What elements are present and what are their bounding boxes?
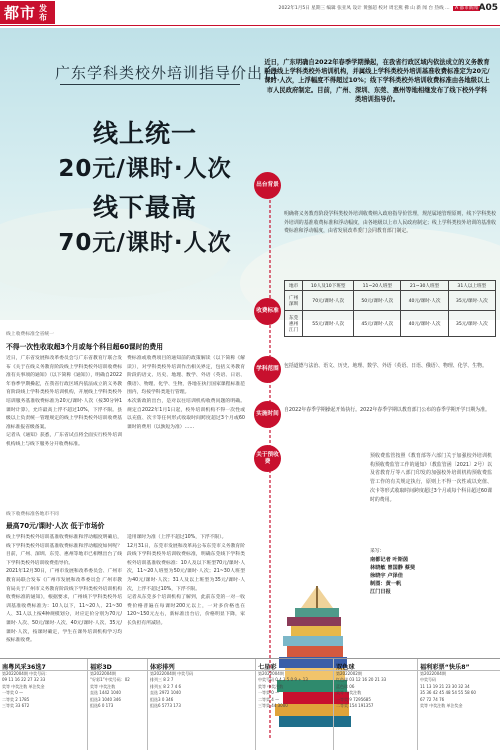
fee-cell: 45元/课时·人次 [354, 311, 401, 337]
lottery-row: 二等奖 2 1785 [2, 696, 30, 702]
badge-effective-time: 实施时间 [254, 401, 281, 428]
credit-reporters-3: 徐晓宇 卢泽佳 [370, 573, 403, 579]
fee-cell: 70元/课时·人次 [303, 291, 354, 311]
section-1-kicker: 线上收费标准全省统一 [6, 332, 54, 337]
credit-graphics: 制图：黄一帆 [370, 581, 402, 587]
lottery-row: 组选6 5773 173 [150, 703, 181, 709]
headline-line-4: 70元/课时·人次 [58, 230, 232, 256]
lottery-row: 二等奖 154 191357 [336, 703, 374, 709]
lottery-row: 一等奖 0 — [2, 690, 24, 696]
lottery-row: 第2022004期 [420, 671, 446, 676]
page-number: A05 [478, 3, 498, 13]
fee-cell: 40元/课时·人次 [401, 291, 448, 311]
lottery-box [418, 659, 500, 750]
lottery-title: 双色球 [334, 659, 417, 671]
lottery-title: 体彩排列 [148, 659, 255, 671]
brand-name: 都市 [4, 4, 37, 22]
fee-header-tier-2: 11~20人班型 [354, 281, 401, 291]
lottery-row: 蓝色球 06 [336, 683, 355, 689]
issue-meta [279, 5, 480, 11]
fee-header-tier-1: 10人及10下班型 [303, 281, 354, 291]
lottery-row: 奖等 中奖注数 [90, 683, 116, 689]
fee-cell: 35元/课时·人次 [448, 291, 495, 311]
lottery-row: 排列三 8 2 7 [150, 677, 174, 683]
lottery-row: 三等奖 44 3000 [258, 703, 288, 709]
lottery-row: 红色球 03 12 16 20 21 33 [336, 677, 387, 683]
lottery-row: 第2022004期 [258, 671, 284, 676]
time-text: 自2022年春季学期操起开始执行。2022年春季学期以教育部门公布的春季学期开学日期为准。 [284, 407, 490, 413]
edition-badge: A 都市新闻 [455, 6, 478, 11]
lottery-row: 直选 1442 1040 [90, 690, 121, 696]
lottery-row: 组选3 0 346 [150, 696, 174, 702]
lottery-row: 67 72 74 76 [420, 696, 445, 702]
headline-line-3: 线下最高 [92, 193, 197, 222]
section-brand [0, 1, 55, 24]
issue-meta-tail: 佛 山 新 闻 台 热线 ... [404, 6, 450, 11]
issue-date: 2022年1月5日 星期三 编辑 张亚凤 设计 黄强超 校对 周宏燕 [278, 6, 403, 11]
badge-subject-scope: 学科范围 [254, 356, 281, 383]
lottery-box [0, 659, 88, 750]
lottery-row: 组选3 1040 346 [90, 696, 121, 702]
fee-cell: 35元/课时·人次 [448, 311, 495, 337]
credit-label: 采写： [370, 549, 385, 554]
lottery-box [334, 659, 418, 750]
section-2-column-2: 适用课时为准（上浮不超过10%，下浮不限）。 12月31日，东莞市发展和改革局公布东莞市义务教育阶段线下学科类校外培训收费标准，明确东莞线下学科类校外培训基准收费标准：10人及以下班型70元/课时·人次，11~20人班型为50元/课时·人次；21~30人班型为40元/课时·人次；31人及以上班型为35元/课时·人次，上浮不超过10%，下浮不限。 记者从东莞多个培训机构了解到，此前东莞的一对一收费价格普遍在每课时200元以上，一对多价格也在120~150元左右，新标准出台后，价格明显下降，家长负担有所减轻。 [127, 535, 245, 626]
lottery-row: 奖等 中奖注数 [336, 690, 362, 696]
section-1-column-2: 费标准或收费项目的通知前的政策解读（以下简称《解读》），对学科类校外培训作出相关界定，包括义务教育阶段的语文、历史、地理、数学、外语（英语、日语、俄语）、物理、化学、生物，各地在执行国家课程标准范围内，均按学科类进行管理。 本次新政的出台，是对以往培训机构收费问题的明确。规定自2022年1月1日起，校外培训机构不得一次性或以充值、次卡等任何形式收取时间跨度超过3个月或60课时的费用（以孰短为准）…… [127, 356, 245, 430]
badge-prepayment: 关于预收费 [254, 445, 281, 472]
lottery-row: 奖等 中奖注数 [258, 683, 284, 689]
fee-cell-city: 广州 深圳 [285, 291, 303, 311]
table-row [285, 291, 496, 311]
lottery-row: 三等奖 33 672 [2, 703, 30, 709]
table-row [285, 311, 496, 337]
section-2-column-1: 线上学科类校外培训基准收费标准和浮动幅度明确后，线下学科类校外培训基准收费标准和浮动幅度如何呢？目前，广州、深圳、东莞、惠州等地市已相继出台了线下学科类校外培训收费指导价。 2021年12月30日，广州市发展和改革委员会、广州市教育局联合发布《广州市发展和改革委员会 广州市教育局关于广州市义务教育阶段线下学科类校外培训机构收费标准的通知》，根据要求，广州线下学科类校外培训基准收费标准为：10人以下，11~20人、21~30人、31人以上按4种规模划分，对应定价分别为70元/课时·人次、50元/课时·人次、40元/课时·人次、35元/课时·人次，按课时确定，学生在课外培训机构学习均按标准收费。 [6, 535, 122, 644]
fee-cell-city: 东莞 惠州 江门 [285, 311, 303, 337]
credit-source: 江门日报 [370, 589, 391, 595]
lottery-row: 一等奖 9 7295685 [336, 696, 371, 702]
fee-header-city: 地市 [285, 281, 303, 291]
fee-cell: 55元/课时·人次 [303, 311, 354, 337]
headline-line-1: 线上统一 [92, 119, 197, 148]
badge-fee-standard: 收费标准 [254, 298, 281, 325]
brand-sub: 发布 [39, 3, 48, 22]
fee-cell: 50元/课时·人次 [354, 291, 401, 311]
lottery-row: 二等奖 4 — [258, 696, 280, 702]
lottery-row: 09 11 16 22 27 32 33 [2, 677, 46, 683]
fee-header-tier-4: 31人以上班型 [448, 281, 495, 291]
credits [370, 548, 490, 596]
lottery-title: 七星彩 [256, 659, 333, 671]
fee-table [284, 280, 496, 337]
fee-header-tier-3: 21~30人班型 [401, 281, 448, 291]
lottery-box [88, 659, 148, 750]
lottery-title: 南粤风采36选7 [0, 659, 87, 671]
hero-kicker: 广东学科类校外培训指导价出台 [55, 64, 280, 82]
scope-text: 包括道德与法治、语文、历史、地理、数学、外语（英语、日语、俄语）、物理、化学、生物。 [284, 363, 487, 369]
lottery-row: 35 36 42 45 48 54 55 58 60 [420, 690, 476, 696]
kicker-underline [60, 84, 240, 85]
lottery-results-strip [0, 658, 500, 750]
background-text: 明确将义务教育阶段学科类校外培训收费纳入政府指导价管理，规范属地管理原则，线下学科类校外培训的基准收费标准和浮动幅度，由各地级以上市人民政府制定；线上学科类校外培训的基准收费标准和浮动幅度，由省发展改革委门会同教育部门制定。 [284, 211, 496, 235]
lottery-row: 直选 2972 1040 [150, 690, 181, 696]
fee-cell: 40元/课时·人次 [401, 311, 448, 337]
lottery-row: 奖等 中奖注数 单注奖金 [420, 703, 463, 709]
prepayment-text: 预收费监管按照《教育部等六部门关于加强校外培训机构预收费监管工作的通知》（教监管函〔2021〕2号）以及省教育厅等八部门印发的加强校外培训机构预收费监管工作的有关规定执行，原则上不得一次性或以充值、次卡等形式收取时间跨度超过3个月或每个科目超过60课时的费用。 [370, 453, 492, 503]
lottery-title: 福彩3D [88, 659, 147, 671]
credit-reporters: 南都记者 叶斯茵 [370, 557, 409, 563]
lottery-row: 中奖号码 [420, 677, 436, 683]
lottery-row: 11 13 19 21 23 30 32 34 [420, 683, 470, 689]
lottery-row: 第2022004期 [90, 671, 116, 676]
lottery-row: 一等奖 0 — [258, 690, 280, 696]
section-1-title: 不得一次性收取超3个月或每个科目超60课时的费用 [6, 343, 163, 351]
badge-background: 出台背景 [254, 172, 281, 199]
lottery-box [256, 659, 334, 750]
lottery-box [148, 659, 256, 750]
lottery-row: 奖等 中奖注数 单注奖金 [2, 683, 45, 689]
lead-paragraph: 近日，广东明确自2022年春季学期操起，在我省行政区域内依法成立的义务教育阶段线上学科类校外培训机构，并属线上学科类校外培训基准收费标准定为20元/课时·人次，上浮幅度不得超过10%；线下学科类校外培训收费标准由各地级以上市人民政府制定。目前，广州、深圳、东莞、惠州等地相继发布了线下校外学科类培训指导价。 [264, 59, 490, 103]
lottery-title: 福利彩票“快乐8” [418, 659, 500, 671]
section-2-title: 最高70元/课时·人次 低于市场价 [6, 522, 105, 530]
lottery-row: 排列五 8 2 7 4 6 [150, 683, 182, 689]
headline-line-2: 20元/课时·人次 [58, 156, 232, 182]
lottery-row: “好彩1”中奖号码：02 [90, 677, 130, 683]
section-2-kicker: 线下收费标准各地市不同 [6, 512, 59, 517]
lottery-row: 中奖号码 0 4 3 5 0 9 + 13 [258, 677, 308, 683]
lottery-row: 第2022002期 [336, 671, 362, 676]
fee-table-header [285, 281, 496, 291]
lottery-row: 第2022004期 中奖号码： [2, 671, 50, 676]
credit-reporters-2: 林晓敏 曾国静 蔡斐 [370, 565, 416, 571]
section-1-column-1: 近日，广东省发展和改革委员会与广东省教育厅联合发布《关于在线义务教育阶段线上学科类校外培训收费标准有关事项的通知》（以下简称《通知》），明确自2022年春季学期操起，在我省行政区域内依法成立的义务教育阶段线上学科类校外培训机构，开展线上学科类校外培训服务基准收费标准为20元/课时·人次（按30分钟1课时计算），允许最高上浮不超过10%，下浮不限。县级以上负责统一管理规定的线上学科类校外培训收费基准标准报省级备案。 记者从《通知》获悉，广东省试点将全面实行校外培训机构线上与线下服务分开收费标准。 [6, 356, 122, 447]
masthead [0, 0, 500, 26]
lottery-row: 第2022004期 中奖号码 [150, 671, 194, 676]
lottery-row: 组选6 0 173 [90, 703, 114, 709]
